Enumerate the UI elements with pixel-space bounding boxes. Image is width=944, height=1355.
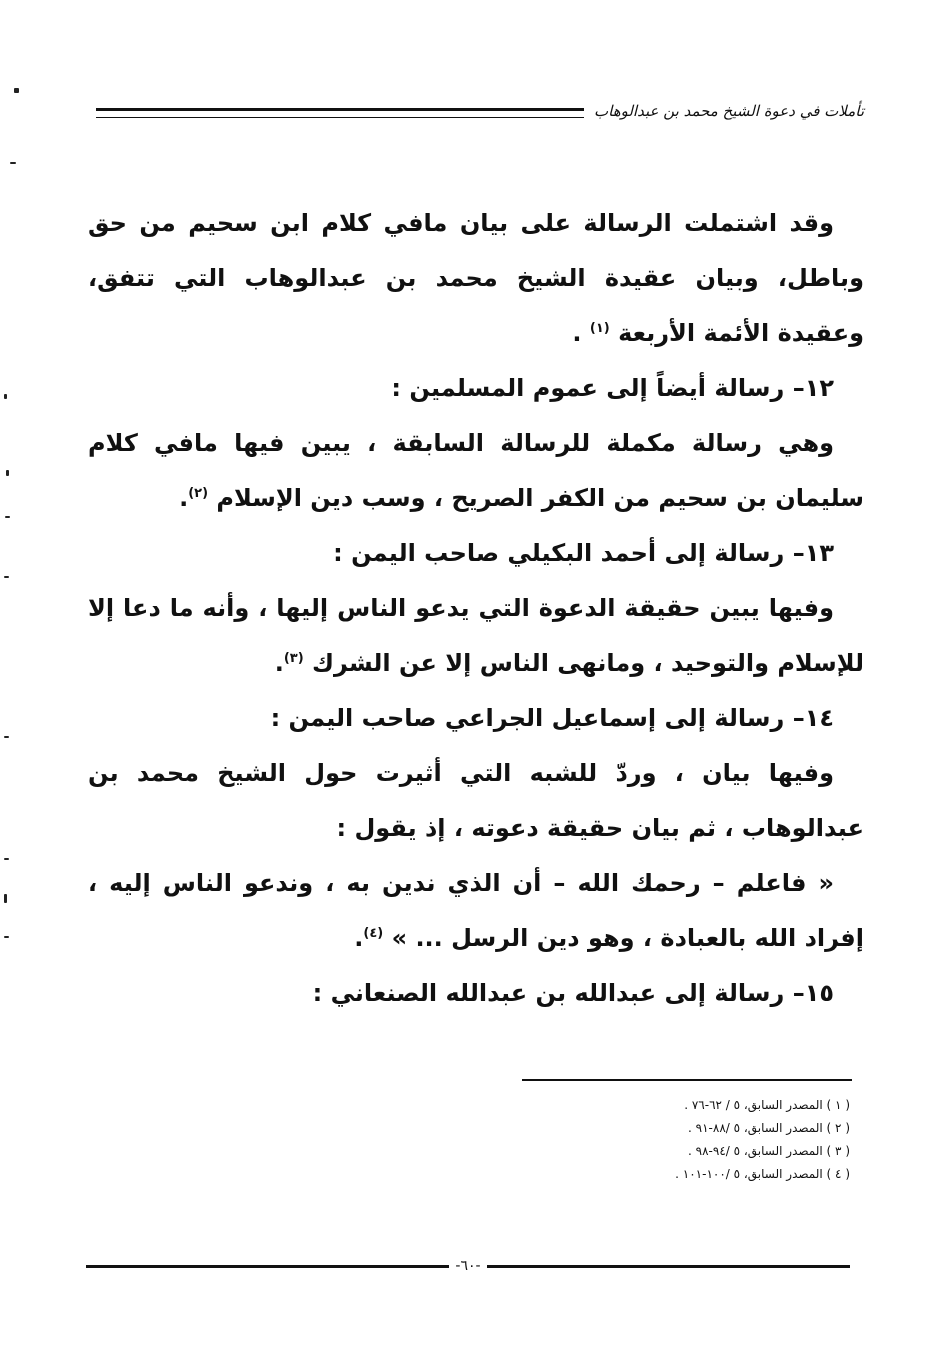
footnotes xyxy=(560,1094,850,1186)
item-15-title: – رسالة إلى عبدالله بن عبدالله الصنعاني : xyxy=(312,979,805,1007)
page-number: -٦٠- xyxy=(455,1258,481,1274)
paragraph-4 xyxy=(88,746,864,856)
item-13-number: ١٣ xyxy=(804,539,834,567)
footnote-1: ( ١ ) المصدر السابق، ٥ / ٦٢-٧٦ . xyxy=(684,1098,850,1112)
body-text xyxy=(88,196,864,1021)
paragraph-3-end: . xyxy=(274,649,284,677)
item-13-heading xyxy=(88,526,864,581)
footer-rule-left xyxy=(86,1265,449,1268)
paragraph-1-text: وقد اشتملت الرسالة على بيان مافي كلام ابن سحيم من حق وباطل، وبيان عقيدة الشيخ محمد بن عبدالوهاب التي تتفق، وعقيدة الأئمة الأربعة xyxy=(88,209,864,347)
paragraph-5-quote xyxy=(88,856,864,966)
footnote-ref-1: (١) xyxy=(589,321,610,336)
paragraph-4-text: وفيها بيان ، وردّ للشبه التي أثيرت حول الشيخ محمد بن عبدالوهاب ، ثم بيان حقيقة دعوته ، إذ يقول : xyxy=(88,759,864,842)
footnote-4: ( ٤ ) المصدر السابق، ٥ /١٠٠-١٠١ . xyxy=(675,1167,850,1181)
scan-speck xyxy=(4,394,7,399)
footnote-ref-2: (٢) xyxy=(188,486,209,501)
scan-speck xyxy=(6,470,9,476)
paragraph-1 xyxy=(88,196,864,361)
footnote-ref-3: (٣) xyxy=(283,651,304,666)
scan-speck xyxy=(14,88,19,93)
paragraph-5-text: « فاعلم – رحمك الله – أن الذي ندين به ، وندعو الناس إليه ، إفراد الله بالعبادة ، وهو دين الرسل ... » xyxy=(88,869,864,952)
item-13-title: – رسالة إلى أحمد البكيلي صاحب اليمن : xyxy=(333,539,805,567)
paragraph-1-end: . xyxy=(572,319,590,347)
footnote-2: ( ٢ ) المصدر السابق، ٥ /٨٨-٩١ . xyxy=(688,1121,850,1135)
page-footer xyxy=(86,1256,850,1276)
scan-speck xyxy=(10,162,16,164)
item-15-number: ١٥ xyxy=(804,979,834,1007)
scan-speck xyxy=(5,516,10,518)
item-14-number: ١٤ xyxy=(804,704,834,732)
footer-rule-right xyxy=(487,1265,850,1268)
scan-speck xyxy=(4,894,7,903)
footnote-3: ( ٣ ) المصدر السابق، ٥ /٩٤-٩٨ . xyxy=(688,1144,850,1158)
header-rule xyxy=(96,108,584,118)
paragraph-2-text: وهي رسالة مكملة للرسالة السابقة ، يبين فيها مافي كلام سليمان بن سحيم من الكفر الصريح ، وسب دين الإسلام xyxy=(88,429,864,512)
running-header xyxy=(96,96,864,126)
scan-speck xyxy=(4,736,9,738)
footnote-separator xyxy=(522,1079,852,1081)
scan-speck xyxy=(4,936,9,938)
item-14-heading xyxy=(88,691,864,746)
scan-speck xyxy=(4,858,9,860)
item-14-title: – رسالة إلى إسماعيل الجراعي صاحب اليمن : xyxy=(270,704,805,732)
item-12-number: ١٢ xyxy=(804,374,834,402)
paragraph-3-text: وفيها يبين حقيقة الدعوة التي يدعو الناس إليها ، وأنه ما دعا إلا للإسلام والتوحيد ، ومانهى الناس إلا عن الشرك xyxy=(88,594,864,677)
item-12-heading xyxy=(88,361,864,416)
header-title: تأملات في دعوة الشيخ محمد بن عبدالوهاب xyxy=(594,102,864,120)
footnote-ref-4: (٤) xyxy=(363,926,384,941)
paragraph-2-end: . xyxy=(179,484,189,512)
item-15-heading xyxy=(88,966,864,1021)
paragraph-3 xyxy=(88,581,864,691)
item-12-title: – رسالة أيضاً إلى عموم المسلمين : xyxy=(391,374,805,402)
paragraph-5-end: . xyxy=(354,924,364,952)
scan-speck xyxy=(4,576,9,578)
paragraph-2 xyxy=(88,416,864,526)
